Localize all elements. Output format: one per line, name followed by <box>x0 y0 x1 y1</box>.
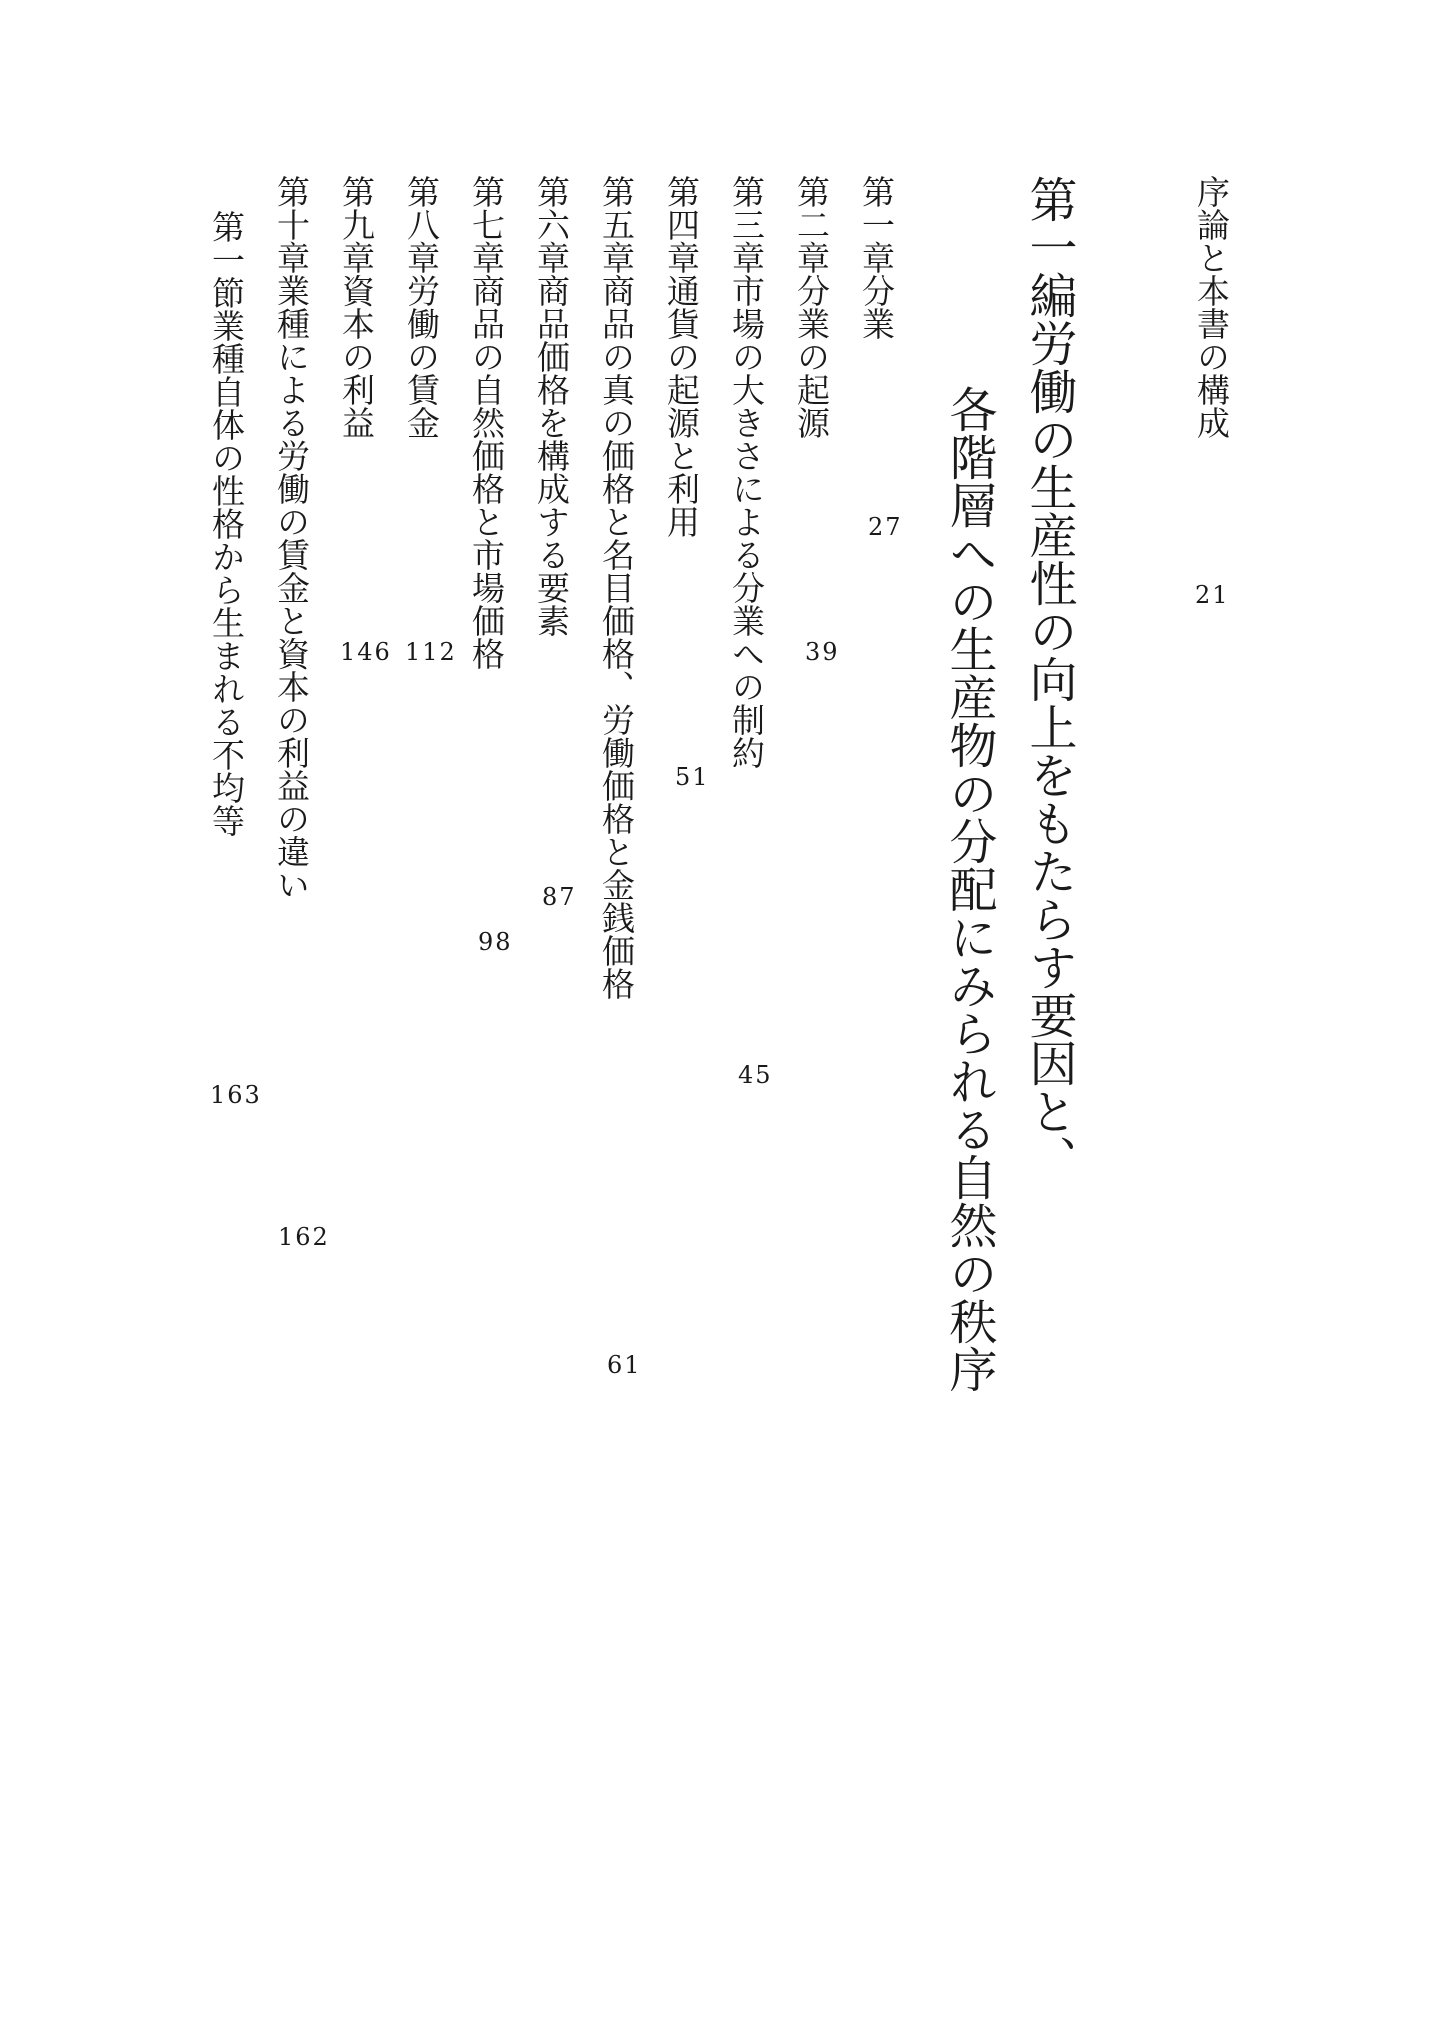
chapter-3-page-number: 45 <box>738 1061 773 1089</box>
chapter-label: 第四章 <box>662 175 701 274</box>
chapter-6-page-number: 87 <box>542 883 577 911</box>
chapter-1-page-number: 27 <box>868 513 903 541</box>
chapter-label: 第九章 <box>337 175 376 274</box>
chapter-label: 第五章 <box>597 175 636 274</box>
chapter-label: 第十章 <box>272 175 311 274</box>
chapter-9-page-number: 146 <box>340 638 392 666</box>
chapter-title: 通貨の起源と利用 <box>662 274 701 538</box>
chapter-title: 商品の自然価格と市場価格 <box>467 274 506 670</box>
toc-entry-chapter-7[interactable] <box>467 175 506 670</box>
intro-page-number: 21 <box>1195 581 1230 609</box>
toc-entry-chapter-6[interactable] <box>532 175 571 637</box>
section-label: 第一節 <box>207 210 246 309</box>
toc-entry-chapter-2[interactable] <box>792 175 831 439</box>
section-1-page-number: 163 <box>210 1081 262 1109</box>
toc-entry-intro[interactable] <box>1192 175 1231 439</box>
part-label: 第一編 <box>1021 175 1077 319</box>
intro-title: 序論と本書の構成 <box>1192 175 1231 439</box>
toc-entry-chapter-3[interactable] <box>727 175 766 769</box>
toc-entry-chapter-9[interactable] <box>337 175 376 439</box>
chapter-title: 業種による労働の賃金と資本の利益の違い <box>272 274 311 901</box>
part-heading[interactable] <box>1021 175 1077 1183</box>
section-title: 業種自体の性格から生まれる不均等 <box>207 309 246 837</box>
chapter-title: 分業の起源 <box>792 274 831 439</box>
chapter-title: 商品価格を構成する要素 <box>532 274 571 637</box>
toc-entry-chapter-10[interactable] <box>272 175 311 901</box>
chapter-label: 第三章 <box>727 175 766 274</box>
chapter-8-page-number: 112 <box>405 638 457 666</box>
chapter-label: 第八章 <box>402 175 441 274</box>
chapter-2-page-number: 39 <box>805 638 840 666</box>
chapter-title: 商品の真の価格と名目価格、労働価格と金銭価格 <box>597 274 636 1000</box>
chapter-label: 第六章 <box>532 175 571 274</box>
chapter-label: 第一章 <box>857 175 896 274</box>
part-heading-line2 <box>941 385 997 1393</box>
toc-entry-chapter-5[interactable] <box>597 175 636 1000</box>
chapter-title: 労働の賃金 <box>402 274 441 439</box>
chapter-4-page-number: 51 <box>675 763 710 791</box>
chapter-title: 資本の利益 <box>337 274 376 439</box>
toc-entry-chapter-1[interactable] <box>857 175 896 340</box>
toc-entry-chapter-8[interactable] <box>402 175 441 439</box>
part-title-line2: 各階層への生産物の分配にみられる自然の秩序 <box>941 385 997 1393</box>
toc-entry-section-1[interactable] <box>207 210 246 837</box>
chapter-title: 分業 <box>857 274 896 340</box>
chapter-title: 市場の大きさによる分業への制約 <box>727 274 766 769</box>
chapter-5-page-number: 61 <box>607 1351 642 1379</box>
chapter-label: 第二章 <box>792 175 831 274</box>
chapter-label: 第七章 <box>467 175 506 274</box>
chapter-7-page-number: 98 <box>478 928 513 956</box>
toc-entry-chapter-4[interactable] <box>662 175 701 538</box>
part-title-line1: 労働の生産性の向上をもたらす要因と、 <box>1021 319 1077 1183</box>
chapter-10-page-number: 162 <box>278 1223 330 1251</box>
